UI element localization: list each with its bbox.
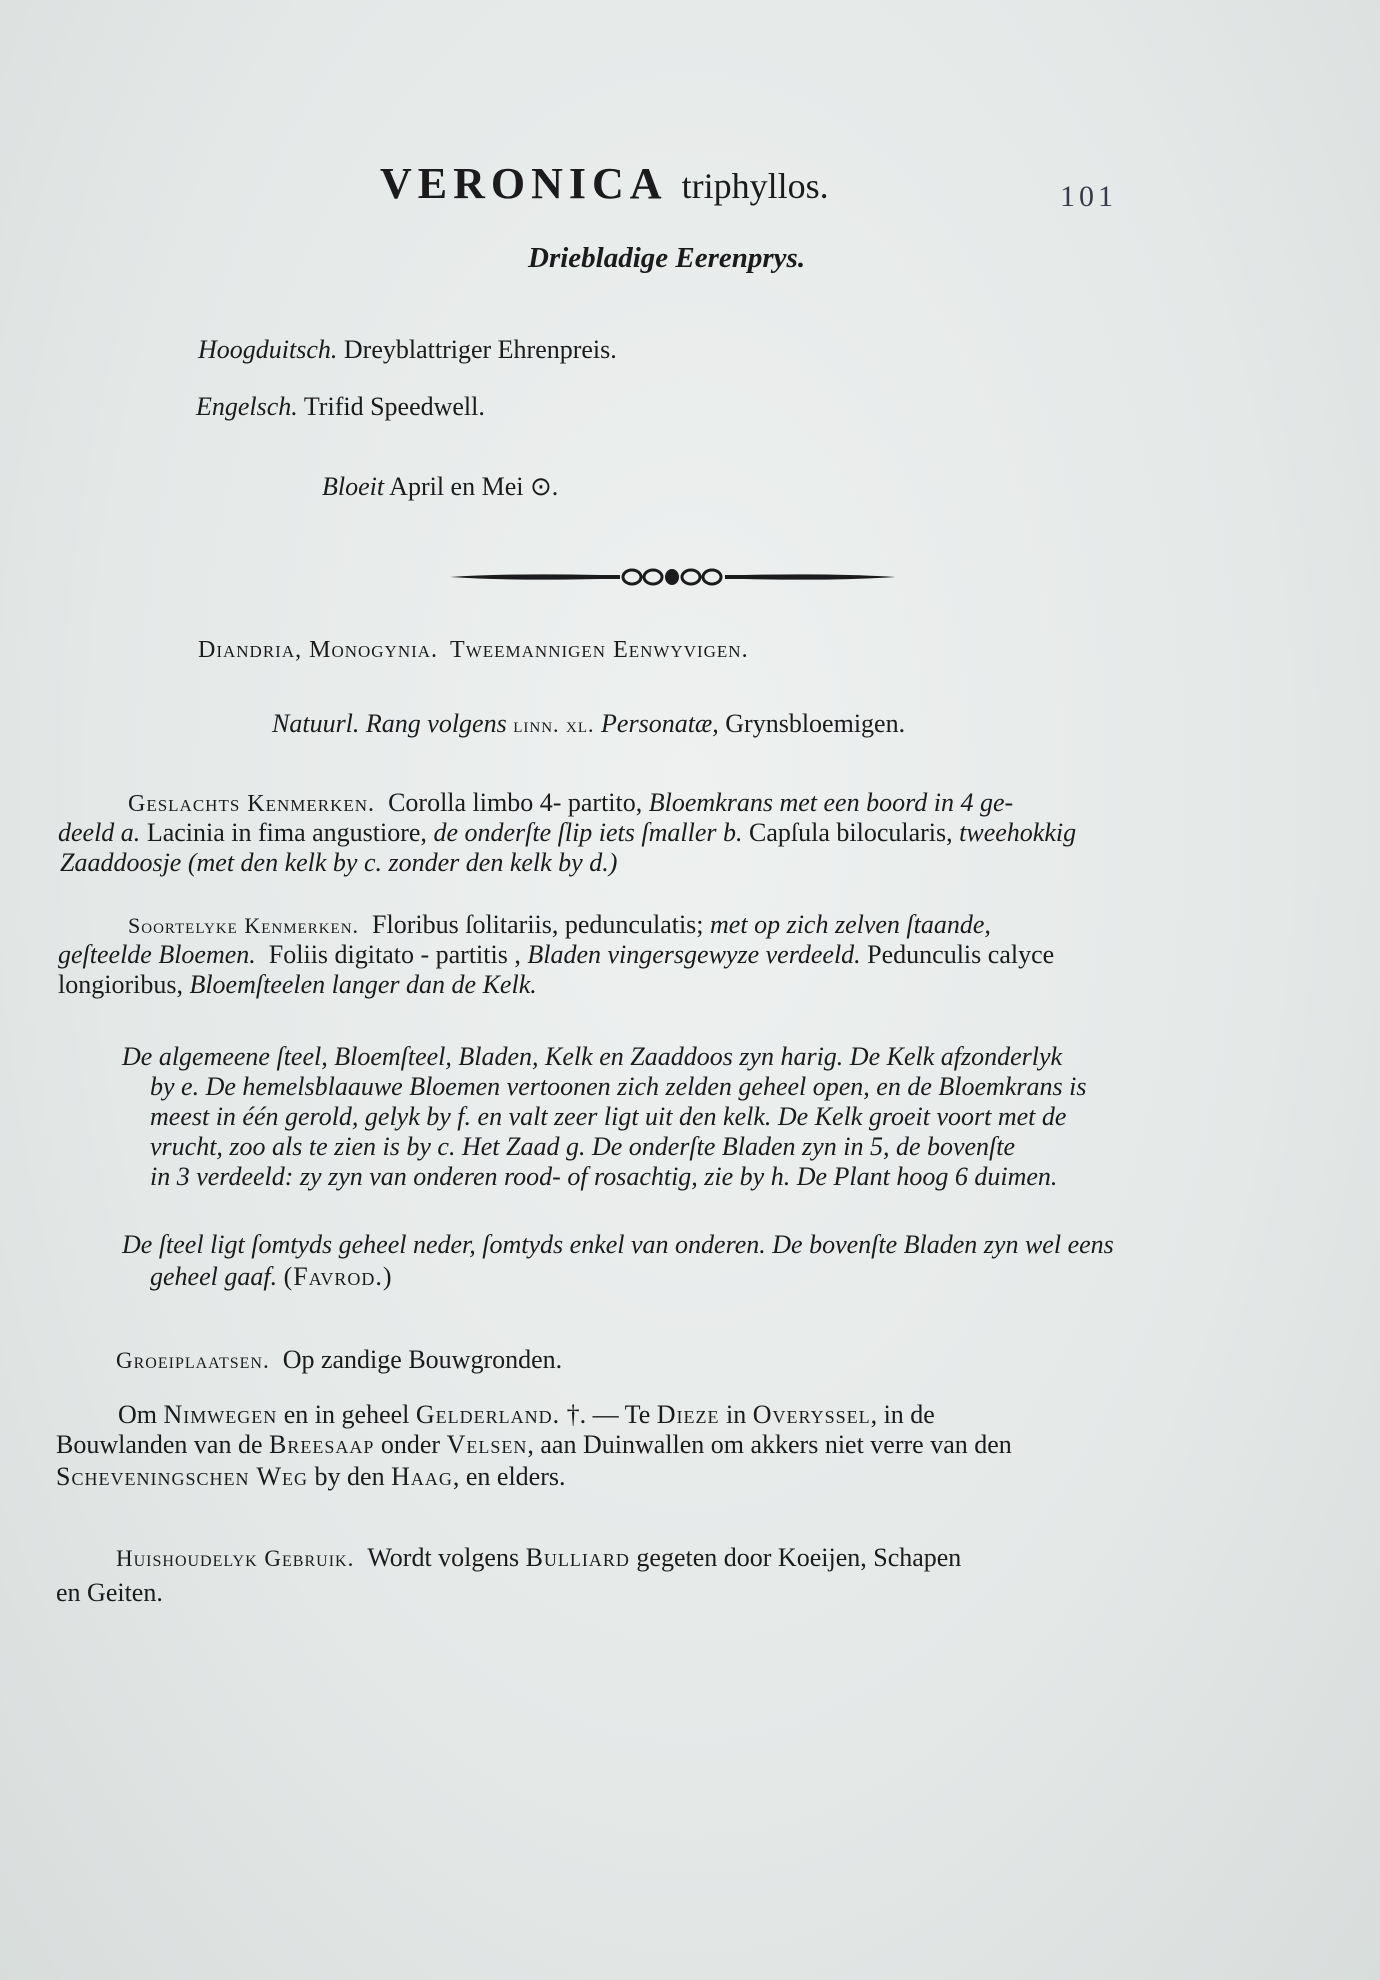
habitat-label: Groeiplaatsen. <box>116 1348 270 1373</box>
place-haag: Haag <box>391 1462 453 1491</box>
habitat-line3 <box>56 1462 565 1492</box>
species-dutch-2a: geſteelde Bloemen. <box>58 940 256 969</box>
author-bulliard: Bulliard <box>525 1543 630 1572</box>
habitat-1a: Om <box>118 1400 157 1429</box>
german-name-line <box>198 335 617 365</box>
usage-1a: Wordt volgens <box>367 1543 520 1572</box>
species-latin-2: Foliis digitato - partitis , <box>268 940 521 969</box>
habitat-1c: †. — Te <box>566 1400 651 1429</box>
dutch-common-name: Driebladige Eerenprys. <box>528 242 806 274</box>
genus-latin-1: Corolla limbo 4- partito, <box>388 788 643 817</box>
natural-dutch: Grynsbloemigen. <box>725 709 906 738</box>
place-velsen: Velsen <box>446 1430 528 1459</box>
show-through-bleed <box>700 340 1320 386</box>
genus-latin-2: Lacinia in fima angustiore, <box>146 818 427 847</box>
place-scheveningschen-weg: Scheveningschen Weg <box>56 1462 309 1491</box>
place-breesaap: Breesaap <box>269 1430 375 1459</box>
bloom-label: Bloeit <box>322 472 385 501</box>
german-name: Dreyblattriger Ehrenpreis. <box>343 335 617 364</box>
bloom-line <box>322 472 558 502</box>
habitat-1e: , in de <box>870 1400 935 1429</box>
species-characters-line2 <box>58 940 1054 970</box>
description-line1: De algemeene ſteel, Bloemſteel, Bladen, Kelk en Zaaddoos zyn harig. De Kelk afzonderlyk <box>122 1042 1063 1071</box>
genus-dutch-1: Bloemkrans met een boord in 4 ge- <box>648 788 1014 817</box>
system-dutch: Tweemannigen Eenwyvigen. <box>450 637 749 663</box>
genus-name: VERONICA <box>380 159 668 208</box>
species-latin-3: longioribus, <box>58 970 183 999</box>
species-dutch-2b: Bladen vingersgewyze verdeeld. <box>527 940 861 969</box>
place-dieze: Dieze <box>656 1400 720 1429</box>
habitat-line0 <box>116 1345 562 1375</box>
species-name: triphyllos. <box>681 166 829 206</box>
species-dutch-1: met op zich zelven ſtaande, <box>710 910 991 939</box>
natural-order: Personatæ, <box>601 709 719 738</box>
usage-1b: gegeten door Koeijen, Schapen <box>636 1543 962 1572</box>
species-latin-1: Floribus ſolitariis, pedunculatis; <box>372 910 704 939</box>
species-dutch-3: Bloemſteelen langer dan de Kelk. <box>189 970 537 999</box>
handwritten-page-number: 101 <box>1060 180 1117 213</box>
genus-dutch-2b: de onderſte ſlip iets ſmaller b. <box>433 818 743 847</box>
habitat-line1 <box>118 1400 935 1430</box>
natural-order-line <box>272 709 905 739</box>
description-line3: meest in één gerold, gelyk by f. en valt zeer ligt uit den kelk. De Kelk groeit voort met de <box>150 1102 1067 1131</box>
habitat-2b: onder <box>380 1430 441 1459</box>
description2-ref: (Favrod.) <box>283 1262 393 1291</box>
bloom-text: April en Mei ⊙. <box>389 472 559 501</box>
genus-characters-line2 <box>58 818 1076 848</box>
genus-characters-line1 <box>128 788 1013 818</box>
system-name: Diandria, Monogynia. <box>198 637 439 663</box>
genus-dutch-2c: tweehokkig <box>959 818 1077 847</box>
place-overyssel: Overyssel <box>752 1400 871 1429</box>
description-line4: vrucht, zoo als te zien is by c. Het Zaad g. De onderſte Bladen zyn in 5, de bovenſte <box>150 1132 1016 1161</box>
description2-line1: De ſteel ligt ſomtyds geheel neder, ſomtyds enkel van onderen. De bovenſte Bladen zyn wel eens <box>122 1230 1114 1259</box>
habitat-1d: in <box>726 1400 747 1429</box>
habitat-2a: Bouwlanden van de <box>56 1430 263 1459</box>
page-title <box>380 158 829 209</box>
usage-line2: en Geiten. <box>56 1578 163 1607</box>
english-name: Trifid Speedwell. <box>303 392 485 421</box>
habitat-3b: , en elders. <box>452 1462 566 1491</box>
description2-italic: geheel gaaf. <box>150 1262 278 1291</box>
habitat-text: Op zandige Bouwgronden. <box>282 1345 563 1374</box>
linnaean-class <box>198 637 749 664</box>
habitat-1b: en in geheel <box>283 1400 410 1429</box>
species-characters-label: Soortelyke Kenmerken. <box>128 913 360 938</box>
genus-characters-line3: Zaaddoosje (met den kelk by c. zonder den kelk by d.) <box>60 848 618 877</box>
description-line5: in 3 verdeeld: zy zyn van onderen rood- of rosachtig, zie by h. De Plant hoog 6 duimen. <box>150 1162 1058 1191</box>
description2-line2 <box>150 1262 393 1292</box>
english-name-line <box>196 392 485 422</box>
natural-linn: linn. xl. <box>513 712 595 737</box>
species-characters-line1 <box>128 910 991 940</box>
natural-label: Natuurl. Rang volgens <box>272 709 507 738</box>
description-line2: by e. De hemelsblaauwe Bloemen vertoonen zich zelden geheel open, en de Bloemkrans is <box>150 1072 1087 1101</box>
usage-label: Huishoudelyk Gebruik. <box>116 1546 355 1571</box>
habitat-2c: , aan Duinwallen om akkers niet verre van den <box>527 1430 1012 1459</box>
habitat-3a: by den <box>314 1462 385 1491</box>
place-gelderland: Gelderland. <box>415 1400 561 1429</box>
place-nimwegen: Nimwegen <box>163 1400 278 1429</box>
genus-dutch-2a: deeld a. <box>58 818 141 847</box>
usage-line1 <box>116 1543 961 1573</box>
genus-latin-2b: Capſula bilocularis, <box>749 818 953 847</box>
german-label: Hoogduitsch. <box>198 335 338 364</box>
genus-characters-label: Geslachts Kenmerken. <box>128 791 376 817</box>
english-label: Engelsch. <box>196 392 298 421</box>
habitat-line2 <box>56 1430 1012 1460</box>
species-latin-2b: Pedunculis calyce <box>867 940 1055 969</box>
ornamental-rule <box>450 563 895 591</box>
species-characters-line3 <box>58 970 537 1000</box>
